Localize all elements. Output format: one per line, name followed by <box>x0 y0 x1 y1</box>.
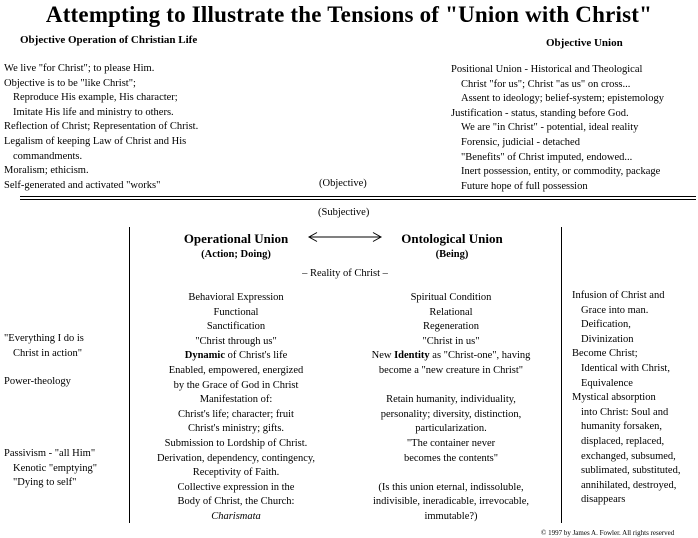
left-note-passivism <box>4 447 97 491</box>
list-item: Objective is to be "like Christ"; <box>4 77 136 89</box>
list-spacer <box>352 379 550 394</box>
list-item: Derivation, dependency, contingency, <box>156 452 316 464</box>
list-item: personality; diversity, distinction, <box>380 408 522 420</box>
list-item: Divinization <box>581 333 634 345</box>
list-item: "Everything I do is <box>4 333 84 344</box>
list-item: Inert possession, entity, or commodity, package <box>461 166 661 178</box>
list-item: "Christ in us" <box>422 335 480 347</box>
double-arrow-icon <box>306 231 384 243</box>
left-note-christ-in-action <box>4 332 84 361</box>
list-item: Self-generated and activated "works" <box>4 179 161 191</box>
list-spacer <box>352 466 550 481</box>
list-item: Collective expression in the <box>177 481 295 493</box>
list-item: Retain humanity, individuality, <box>386 394 516 406</box>
list-item: sublimated, substituted, <box>581 465 681 477</box>
subjective-label: (Subjective) <box>318 207 370 218</box>
identity-word: Identity <box>394 350 430 362</box>
left-note-power-theology <box>4 375 71 390</box>
list-item: annihilated, destroyed, <box>581 479 677 491</box>
left-vertical-divider <box>129 227 130 523</box>
list-item: We are "in Christ" - potential, ideal reality <box>461 122 639 134</box>
ontological-union-list <box>352 291 550 525</box>
list-item: commandments. <box>13 150 83 162</box>
list-item: Justification - status, standing before God. <box>451 107 629 119</box>
list-item: Grace into man. <box>581 304 649 316</box>
list-item: Behavioral Expression <box>188 292 284 303</box>
list-item: We live "for Christ"; to please Him. <box>4 63 155 74</box>
list-item: Enabled, empowered, energized <box>168 364 304 376</box>
list-item: Submission to Lordship of Christ. <box>164 437 308 449</box>
list-item: Mystical absorption <box>572 392 656 404</box>
list-item: become a "new creature in Christ" <box>378 364 524 376</box>
objective-operation-heading: Objective Operation of Christian Life <box>20 34 198 46</box>
list-item: Infusion of Christ and <box>572 290 665 301</box>
list-item: Power-theology <box>4 376 71 387</box>
list-item: Sanctification <box>206 321 266 333</box>
list-item: Functional <box>213 306 259 318</box>
objective-operation-list <box>4 62 198 193</box>
list-item: Reproduce His example, His character; <box>13 92 178 104</box>
divider-line-top <box>20 196 696 197</box>
list-item: (Is this union eternal, indissoluble, <box>378 481 524 493</box>
list-item: "The container never <box>406 437 496 449</box>
list-item: Receptivity of Faith. <box>192 467 280 479</box>
divider-line-bottom <box>20 199 696 200</box>
list-item <box>135 510 337 525</box>
objective-label: (Objective) <box>319 178 367 189</box>
list-item: Manifestation of: <box>199 394 273 406</box>
list-item: Dynamic of Christ's life <box>184 350 288 362</box>
list-item: into Christ: Soul and <box>581 406 669 418</box>
list-item: displaced, replaced, <box>581 435 665 447</box>
copyright-notice: © 1997 by James A. Fowler. All rights reserved <box>541 529 675 537</box>
list-item: "Dying to self" <box>13 477 77 489</box>
list-item: Christ in action" <box>13 347 83 359</box>
list-item: Assent to ideology; belief-system; epistemology <box>461 93 664 105</box>
charismata-word: Charismata <box>211 510 261 522</box>
operational-union-title: Operational Union <box>183 231 289 246</box>
list-item: indivisible, ineradicable, irrevocable, <box>373 496 529 508</box>
right-vertical-divider <box>561 227 562 523</box>
operational-union-subtitle: (Action; Doing) <box>201 249 271 260</box>
list-item: Passivism - "all Him" <box>4 448 96 459</box>
list-item: "Benefits" of Christ imputed, endowed... <box>461 151 633 163</box>
list-item: immutable?) <box>424 510 478 522</box>
list-item: "Christ through us" <box>195 335 277 347</box>
list-item: particularization. <box>415 423 487 435</box>
list-item: Christ's life; character; fruit <box>178 408 294 420</box>
list-item: Identical with Christ, <box>581 362 670 374</box>
list-item: disappears <box>581 494 626 506</box>
list-item: Kenotic "emptying" <box>13 462 98 474</box>
list-item: Spiritual Condition <box>410 292 492 303</box>
list-item: Christ "for us"; Christ "as us" on cross... <box>461 78 631 90</box>
operational-union-list <box>135 291 337 525</box>
reality-of-christ-label: – Reality of Christ – <box>302 268 388 279</box>
list-item: New Identity as "Christ-one", having <box>371 350 531 362</box>
list-item: Reflection of Christ; Representation of Christ. <box>4 121 199 133</box>
list-item: becomes the contents" <box>403 452 499 464</box>
list-item: Legalism of keeping Law of Christ and His <box>4 135 187 147</box>
list-item: exchanged, subsumed, <box>581 450 676 462</box>
list-item: Christ's ministry; gifts. <box>187 423 285 435</box>
objective-union-heading: Objective Union <box>546 37 623 49</box>
list-item: Imitate His life and ministry to others. <box>13 106 174 118</box>
list-item: Relational <box>429 306 473 318</box>
list-item: Moralism; ethicism. <box>4 165 89 177</box>
list-item: humanity forsaken, <box>581 421 663 433</box>
list-item: Forensic, judicial - detached <box>461 136 580 148</box>
list-item: Become Christ; <box>572 348 638 360</box>
ontological-union-subtitle: (Being) <box>435 249 469 260</box>
list-item: Future hope of full possession <box>461 180 588 192</box>
list-item: Positional Union - Historical and Theological <box>451 64 643 75</box>
list-item: Equivalence <box>581 377 633 389</box>
ontological-union-title: Ontological Union <box>401 231 503 246</box>
objective-union-list <box>451 63 664 194</box>
list-item: Body of Christ, the Church: <box>177 496 295 508</box>
list-item: Deification, <box>581 319 631 331</box>
dynamic-word: Dynamic <box>184 350 225 362</box>
page-title: Attempting to Illustrate the Tensions of "Union with Christ" <box>45 2 653 27</box>
list-item: by the Grace of God in Christ <box>173 379 299 391</box>
list-item: Regeneration <box>423 321 479 333</box>
right-note-list <box>572 289 680 508</box>
